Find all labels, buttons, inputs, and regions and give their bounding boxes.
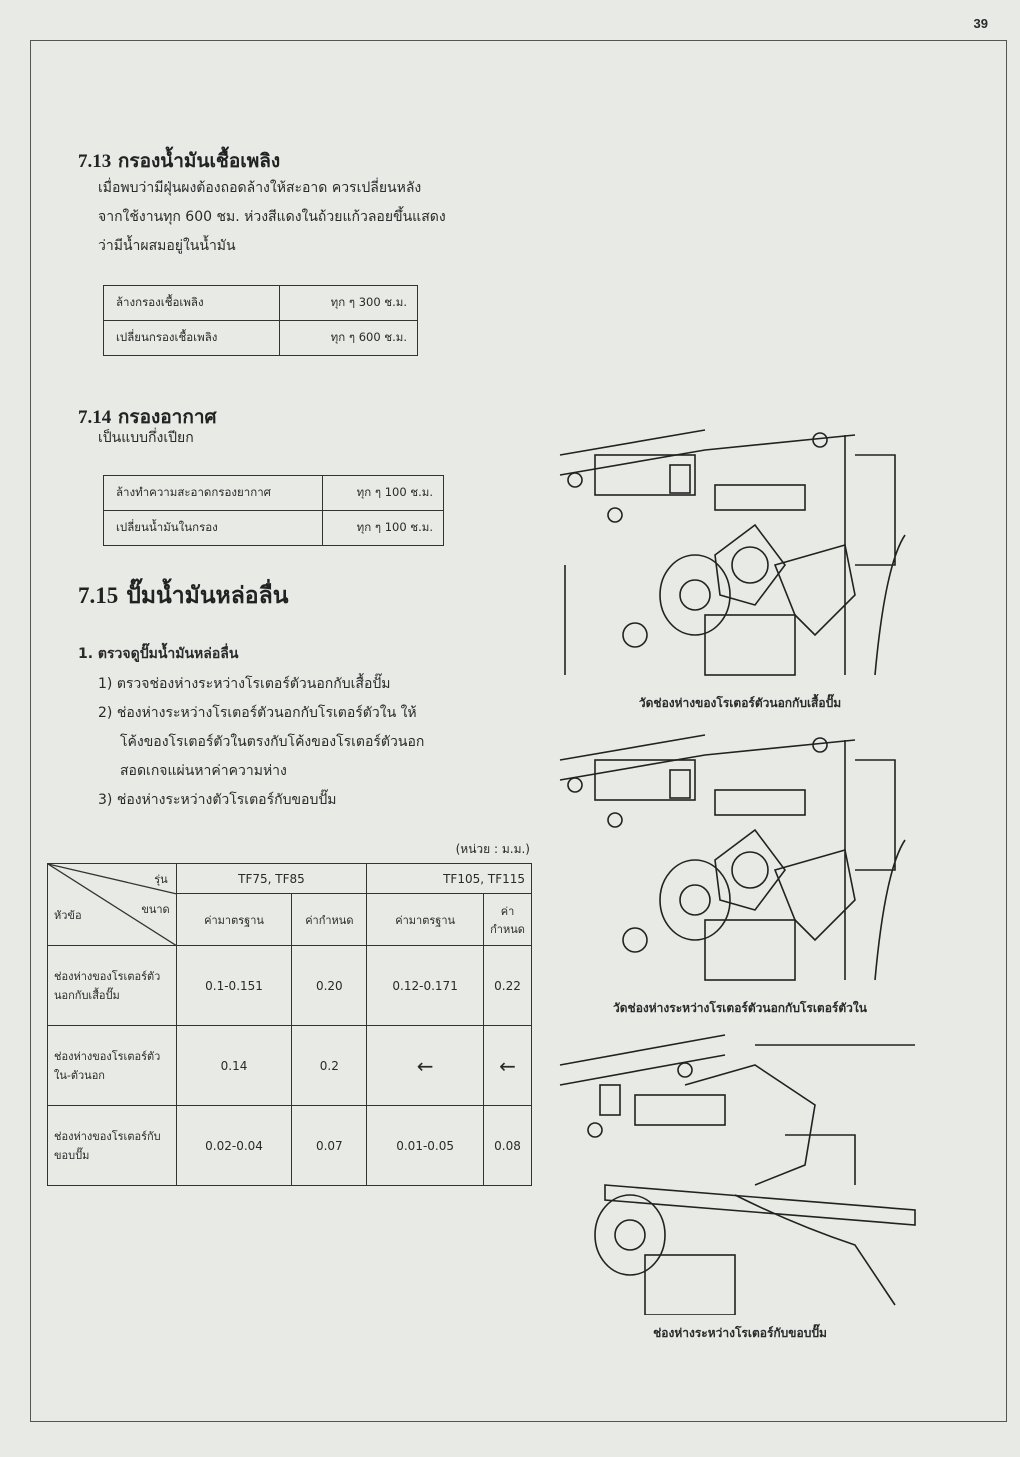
fuel-filter-maintenance-table <box>103 285 418 356</box>
value-cell: 0.12-0.171 <box>367 946 484 1026</box>
list-item: 1) ตรวจช่องห่างระหว่างโรเตอร์ตัวนอกกับเสื้อปั๊ม <box>98 676 391 692</box>
same-as-left-arrow: ← <box>484 1026 532 1106</box>
list-item: 3) ช่องห่างระหว่างตัวโรเตอร์กับขอบปั๊ม <box>98 792 337 808</box>
sub-header: ค่ากำหนด <box>292 894 367 946</box>
rotor-pump-edge-illustration <box>555 1025 925 1315</box>
group-header: TF105, TF115 <box>367 864 532 894</box>
table-row <box>104 476 444 511</box>
task-cell: เปลี่ยนกรองเชื้อเพลิง <box>104 321 280 356</box>
table-row <box>48 1026 532 1106</box>
value-cell: 0.08 <box>484 1106 532 1186</box>
section-title: กรองอากาศ <box>117 406 217 428</box>
row-topic: ช่องห่างของโรเตอร์ตัวนอกกับเสื้อปั๊ม <box>48 946 177 1026</box>
section-7-13-heading <box>78 146 280 176</box>
section-7-13-body <box>98 174 446 261</box>
pump-outer-rotor-illustration <box>555 415 925 690</box>
section-number: 7.13 <box>78 151 112 172</box>
list-item: 2) ช่องห่างระหว่างโรเตอร์ตัวนอกกับโรเตอร์ตัวใน ให้ <box>98 705 417 721</box>
section-7-15-heading <box>78 578 288 614</box>
sub-header: ค่ามาตรฐาน <box>176 894 292 946</box>
section-title: กรองน้ำมันเชื้อเพลิง <box>117 150 281 172</box>
figure-caption: ช่องห่างระหว่างโรเตอร์กับขอบปั๊ม <box>653 1326 827 1340</box>
sub-header: ค่ากำหนด <box>484 894 532 946</box>
table-row <box>104 511 444 546</box>
air-filter-maintenance-table <box>103 475 444 546</box>
table-row <box>104 286 418 321</box>
corner-cell <box>48 864 177 946</box>
section-number: 7.14 <box>78 407 112 428</box>
step-items <box>98 670 424 815</box>
sub-header: ค่ามาตรฐาน <box>367 894 484 946</box>
body-line: ว่ามีน้ำผสมอยู่ในน้ำมัน <box>98 238 236 254</box>
value-cell: 0.1-0.151 <box>176 946 292 1026</box>
body-line: เมื่อพบว่ามีฝุ่นผงต้องถอดล้างให้สะอาด ควรเปลี่ยนหลัง <box>98 180 422 196</box>
same-as-left-arrow: ← <box>367 1026 484 1106</box>
figure-caption: วัดช่องห่างของโรเตอร์ตัวนอกกับเสื้อปั๊ม <box>638 696 842 710</box>
table-row <box>104 321 418 356</box>
section-title: ปั๊มน้ำมันหล่อลื่น <box>126 582 289 609</box>
pump-inner-outer-rotor-illustration <box>555 720 925 990</box>
interval-cell: ทุก ๆ 300 ช.ม. <box>279 286 417 321</box>
unit-label: (หน่วย : ม.ม.) <box>455 842 530 856</box>
list-item-continuation: โค้งของโรเตอร์ตัวในตรงกับโค้งของโรเตอร์ตัวนอก <box>120 734 425 750</box>
interval-cell: ทุก ๆ 100 ช.ม. <box>323 511 444 546</box>
value-cell: 0.22 <box>484 946 532 1026</box>
step-heading: 1. ตรวจดูปั๊มน้ำมันหล่อลื่น <box>78 646 239 662</box>
value-cell: 0.02-0.04 <box>176 1106 292 1186</box>
corner-model-label: รุ่น <box>154 873 168 886</box>
group-header: TF75, TF85 <box>176 864 367 894</box>
value-cell: 0.01-0.05 <box>367 1106 484 1186</box>
corner-topic-label: หัวข้อ <box>54 909 82 922</box>
task-cell: ล้างกรองเชื้อเพลิง <box>104 286 280 321</box>
rotor-clearance-spec-table <box>47 863 532 1186</box>
table-row <box>48 946 532 1026</box>
interval-cell: ทุก ๆ 100 ช.ม. <box>323 476 444 511</box>
body-line: จากใช้งานทุก 600 ชม. ห่วงสีแดงในถ้วยแก้วลอยขึ้นแสดง <box>98 209 446 225</box>
value-cell: 0.07 <box>292 1106 367 1186</box>
interval-cell: ทุก ๆ 600 ช.ม. <box>279 321 417 356</box>
table-row <box>48 1106 532 1186</box>
row-topic: ช่องห่างของโรเตอร์ตัวใน-ตัวนอก <box>48 1026 177 1106</box>
list-item-continuation: สอดเกจแผ่นหาค่าความห่าง <box>120 763 287 779</box>
corner-size-label: ขนาด <box>141 903 170 916</box>
figure-caption: วัดช่องห่างระหว่างโรเตอร์ตัวนอกกับโรเตอร์ตัวใน <box>613 1001 867 1015</box>
value-cell: 0.14 <box>176 1026 292 1106</box>
row-topic: ช่องห่างของโรเตอร์กับขอบปั๊ม <box>48 1106 177 1186</box>
section-number: 7.15 <box>78 583 119 608</box>
value-cell: 0.2 <box>292 1026 367 1106</box>
table-header-row <box>48 864 532 894</box>
page-number: 39 <box>973 16 988 31</box>
section-7-14-subtitle: เป็นแบบกึ่งเปียก <box>98 430 194 446</box>
task-cell: เปลี่ยนน้ำมันในกรอง <box>104 511 323 546</box>
task-cell: ล้างทำความสะอาดกรองยากาศ <box>104 476 323 511</box>
value-cell: 0.20 <box>292 946 367 1026</box>
